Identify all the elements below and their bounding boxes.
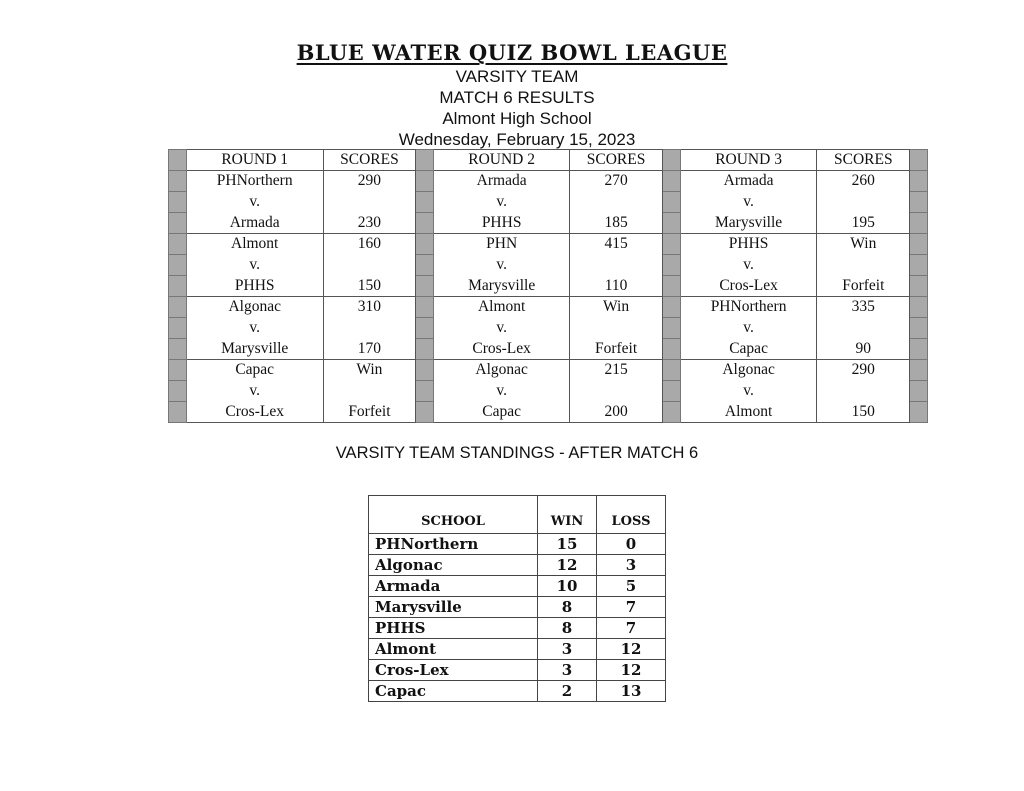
loss-count: 5 bbox=[597, 576, 666, 597]
shade-column bbox=[910, 171, 928, 192]
away-score: 200 bbox=[570, 402, 663, 423]
score-blank bbox=[323, 381, 416, 402]
score-blank bbox=[570, 381, 663, 402]
score-blank bbox=[817, 255, 910, 276]
shade-column bbox=[169, 318, 187, 339]
score-blank bbox=[570, 318, 663, 339]
home-score: 160 bbox=[323, 234, 416, 255]
shade-column bbox=[416, 234, 434, 255]
scores-header: SCORES bbox=[570, 150, 663, 171]
score-blank bbox=[570, 192, 663, 213]
results-table bbox=[168, 149, 928, 423]
shade-column bbox=[662, 297, 680, 318]
home-score: Win bbox=[570, 297, 663, 318]
away-score: 150 bbox=[817, 402, 910, 423]
away-team: Cros-Lex bbox=[680, 276, 817, 297]
match-row bbox=[169, 381, 928, 402]
standings-header-row bbox=[369, 496, 666, 534]
shade-column bbox=[169, 276, 187, 297]
shade-column bbox=[910, 150, 928, 171]
home-team: PHNorthern bbox=[186, 171, 323, 192]
win-count: 10 bbox=[538, 576, 597, 597]
away-score: 110 bbox=[570, 276, 663, 297]
win-count: 2 bbox=[538, 681, 597, 702]
match-row bbox=[169, 297, 928, 318]
standings-title: VARSITY TEAM STANDINGS - AFTER MATCH 6 bbox=[335, 444, 699, 462]
home-score: 290 bbox=[323, 171, 416, 192]
shade-column bbox=[910, 192, 928, 213]
school-name: Capac bbox=[369, 681, 538, 702]
home-team: Almont bbox=[434, 297, 570, 318]
score-blank bbox=[323, 318, 416, 339]
shade-column bbox=[662, 276, 680, 297]
shade-column bbox=[169, 381, 187, 402]
away-score: Forfeit bbox=[817, 276, 910, 297]
versus-label: v. bbox=[186, 255, 323, 276]
school-name: Algonac bbox=[369, 555, 538, 576]
shade-column bbox=[910, 234, 928, 255]
shade-column bbox=[416, 213, 434, 234]
away-team: Cros-Lex bbox=[434, 339, 570, 360]
home-team: Algonac bbox=[680, 360, 817, 381]
match-row bbox=[169, 192, 928, 213]
win-count: 8 bbox=[538, 597, 597, 618]
round-header: ROUND 1 bbox=[186, 150, 323, 171]
home-score: 260 bbox=[817, 171, 910, 192]
shade-column bbox=[662, 339, 680, 360]
score-blank bbox=[817, 192, 910, 213]
shade-column bbox=[169, 255, 187, 276]
versus-label: v. bbox=[186, 318, 323, 339]
away-score: 170 bbox=[323, 339, 416, 360]
shade-column bbox=[910, 360, 928, 381]
shade-column bbox=[662, 213, 680, 234]
away-score: 195 bbox=[817, 213, 910, 234]
match-row bbox=[169, 318, 928, 339]
shade-column bbox=[662, 360, 680, 381]
shade-column bbox=[169, 360, 187, 381]
versus-label: v. bbox=[680, 381, 817, 402]
shade-column bbox=[910, 381, 928, 402]
home-team: PHN bbox=[434, 234, 570, 255]
standings-row bbox=[369, 660, 666, 681]
shade-column bbox=[662, 402, 680, 423]
versus-label: v. bbox=[434, 381, 570, 402]
match-row bbox=[169, 360, 928, 381]
shade-column bbox=[910, 318, 928, 339]
versus-label: v. bbox=[186, 192, 323, 213]
versus-label: v. bbox=[680, 318, 817, 339]
shade-column bbox=[910, 339, 928, 360]
school-name: Marysville bbox=[369, 597, 538, 618]
scores-header: SCORES bbox=[817, 150, 910, 171]
home-score: 310 bbox=[323, 297, 416, 318]
standings-row bbox=[369, 576, 666, 597]
score-blank bbox=[570, 255, 663, 276]
loss-count: 12 bbox=[597, 660, 666, 681]
win-count: 3 bbox=[538, 639, 597, 660]
league-title bbox=[0, 40, 1024, 65]
loss-count: 7 bbox=[597, 618, 666, 639]
away-team: PHHS bbox=[186, 276, 323, 297]
home-score: 335 bbox=[817, 297, 910, 318]
away-team: Marysville bbox=[680, 213, 817, 234]
score-blank bbox=[817, 381, 910, 402]
away-score: 90 bbox=[817, 339, 910, 360]
shade-column bbox=[910, 276, 928, 297]
shade-column bbox=[169, 339, 187, 360]
score-blank bbox=[323, 255, 416, 276]
win-count: 12 bbox=[538, 555, 597, 576]
home-team: Capac bbox=[186, 360, 323, 381]
win-count: 8 bbox=[538, 618, 597, 639]
shade-column bbox=[169, 171, 187, 192]
away-team: Armada bbox=[186, 213, 323, 234]
match-row bbox=[169, 234, 928, 255]
school-name: Almont bbox=[369, 639, 538, 660]
versus-label: v. bbox=[186, 381, 323, 402]
shade-column bbox=[169, 402, 187, 423]
home-team: PHHS bbox=[680, 234, 817, 255]
shade-column bbox=[169, 234, 187, 255]
shade-column bbox=[416, 402, 434, 423]
standings-table bbox=[368, 495, 666, 702]
standings-row bbox=[369, 639, 666, 660]
scores-header: SCORES bbox=[323, 150, 416, 171]
shade-column bbox=[169, 150, 187, 171]
away-team: Marysville bbox=[434, 276, 570, 297]
away-team: Almont bbox=[680, 402, 817, 423]
standings-row bbox=[369, 681, 666, 702]
team-heading: VARSITY TEAM bbox=[455, 67, 579, 86]
win-count: 15 bbox=[538, 534, 597, 555]
away-score: Forfeit bbox=[323, 402, 416, 423]
home-team: Armada bbox=[434, 171, 570, 192]
versus-label: v. bbox=[434, 318, 570, 339]
match-row bbox=[169, 255, 928, 276]
home-score: Win bbox=[817, 234, 910, 255]
away-score: 230 bbox=[323, 213, 416, 234]
away-team: Capac bbox=[680, 339, 817, 360]
shade-column bbox=[169, 192, 187, 213]
standings-row bbox=[369, 555, 666, 576]
versus-label: v. bbox=[434, 192, 570, 213]
away-score: 185 bbox=[570, 213, 663, 234]
home-score: 415 bbox=[570, 234, 663, 255]
score-blank bbox=[817, 318, 910, 339]
away-team: Cros-Lex bbox=[186, 402, 323, 423]
standings-row bbox=[369, 534, 666, 555]
win-count: 3 bbox=[538, 660, 597, 681]
shade-column bbox=[662, 192, 680, 213]
standings-row bbox=[369, 618, 666, 639]
shade-column bbox=[416, 192, 434, 213]
shade-column bbox=[662, 381, 680, 402]
shade-column bbox=[416, 255, 434, 276]
school-name: PHHS bbox=[369, 618, 538, 639]
shade-column bbox=[416, 297, 434, 318]
home-team: PHNorthern bbox=[680, 297, 817, 318]
loss-count: 0 bbox=[597, 534, 666, 555]
shade-column bbox=[910, 255, 928, 276]
standings-row bbox=[369, 597, 666, 618]
home-team: Algonac bbox=[186, 297, 323, 318]
shade-column bbox=[416, 381, 434, 402]
round-header: ROUND 3 bbox=[680, 150, 817, 171]
shade-column bbox=[416, 171, 434, 192]
loss-count: 12 bbox=[597, 639, 666, 660]
shade-column bbox=[416, 150, 434, 171]
shade-column bbox=[169, 213, 187, 234]
school-name: Cros-Lex bbox=[369, 660, 538, 681]
match-row bbox=[169, 213, 928, 234]
school-name: Armada bbox=[369, 576, 538, 597]
school-name: PHNorthern bbox=[369, 534, 538, 555]
home-score: 290 bbox=[817, 360, 910, 381]
shade-column bbox=[416, 360, 434, 381]
loss-count: 3 bbox=[597, 555, 666, 576]
match-row bbox=[169, 402, 928, 423]
win-header: WIN bbox=[538, 496, 597, 534]
home-score: Win bbox=[323, 360, 416, 381]
loss-count: 7 bbox=[597, 597, 666, 618]
shade-column bbox=[416, 276, 434, 297]
shade-column bbox=[416, 339, 434, 360]
away-score: 150 bbox=[323, 276, 416, 297]
versus-label: v. bbox=[680, 192, 817, 213]
shade-column bbox=[662, 255, 680, 276]
shade-column bbox=[662, 234, 680, 255]
home-team: Armada bbox=[680, 171, 817, 192]
home-score: 270 bbox=[570, 171, 663, 192]
away-team: Capac bbox=[434, 402, 570, 423]
shade-column bbox=[910, 297, 928, 318]
shade-column bbox=[910, 213, 928, 234]
away-team: PHHS bbox=[434, 213, 570, 234]
match-row bbox=[169, 339, 928, 360]
shade-column bbox=[662, 318, 680, 339]
results-header-row bbox=[169, 150, 928, 171]
shade-column bbox=[662, 171, 680, 192]
date-heading: Wednesday, February 15, 2023 bbox=[398, 130, 636, 149]
league-title-text: BLUE WATER QUIZ BOWL LEAGUE bbox=[296, 40, 728, 65]
venue-heading: Almont High School bbox=[442, 109, 592, 128]
shade-column bbox=[169, 297, 187, 318]
home-team: Almont bbox=[186, 234, 323, 255]
round-header: ROUND 2 bbox=[434, 150, 570, 171]
away-score: Forfeit bbox=[570, 339, 663, 360]
loss-count: 13 bbox=[597, 681, 666, 702]
shade-column bbox=[910, 402, 928, 423]
score-blank bbox=[323, 192, 416, 213]
versus-label: v. bbox=[680, 255, 817, 276]
home-score: 215 bbox=[570, 360, 663, 381]
loss-header: LOSS bbox=[597, 496, 666, 534]
away-team: Marysville bbox=[186, 339, 323, 360]
home-team: Algonac bbox=[434, 360, 570, 381]
shade-column bbox=[662, 150, 680, 171]
versus-label: v. bbox=[434, 255, 570, 276]
match-row bbox=[169, 171, 928, 192]
school-header: SCHOOL bbox=[369, 496, 538, 534]
match-heading: MATCH 6 RESULTS bbox=[439, 88, 595, 107]
match-row bbox=[169, 276, 928, 297]
shade-column bbox=[416, 318, 434, 339]
